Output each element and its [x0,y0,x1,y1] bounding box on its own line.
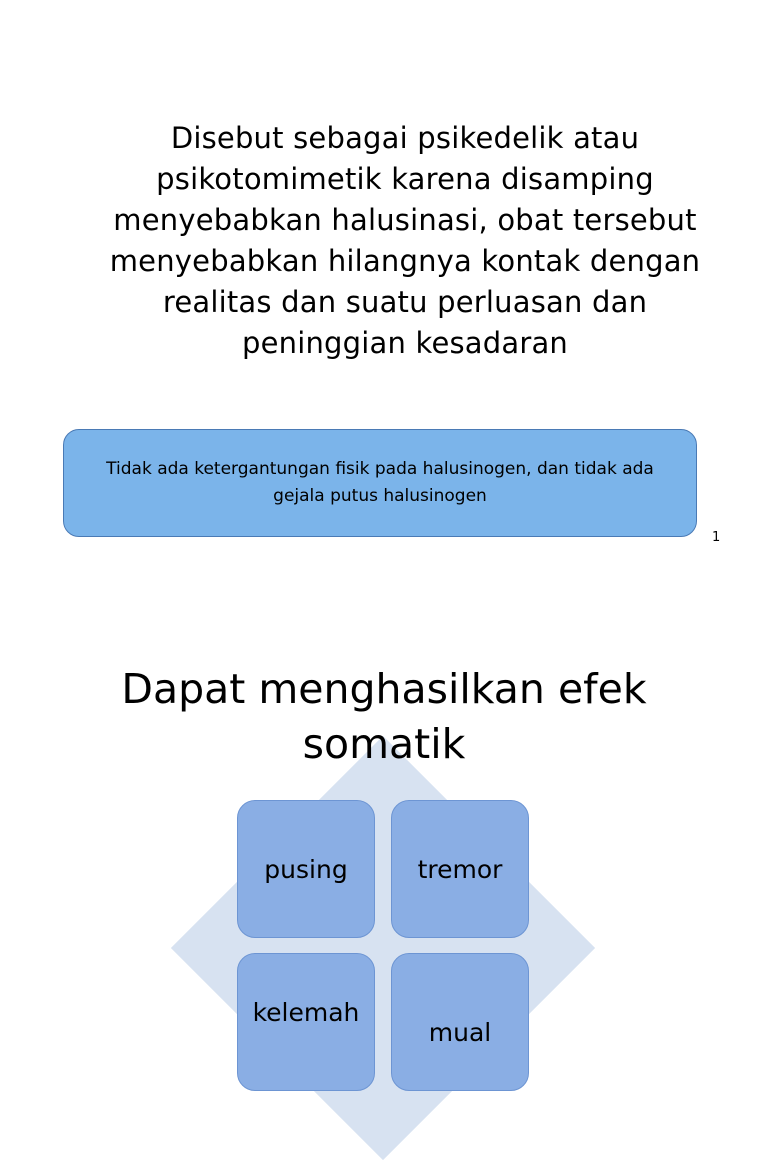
effect-label: tremor [417,854,503,884]
slide-2-title: Dapat menghasilkan efek somatik [121,665,647,768]
slide-1 [0,0,768,560]
effect-box-kelemah [237,953,375,1091]
effect-box-pusing [237,800,375,938]
effect-label: mual [428,1017,492,1047]
page-number: 1 [712,530,721,545]
slide-2 [0,580,768,1047]
effect-box-tremor [391,800,529,938]
callout-text: Tidak ada ketergantungan fisik pada halusinogen, dan tidak ada gejala putus halusinogen [106,459,654,506]
effect-box-mual [391,953,529,1091]
slide-1-main-text: Disebut sebagai psikedelik atau psikotomimetik karena disamping menyebabkan halusinasi, obat tersebut menyebabkan hilangnya kontak dengan realitas dan suatu perluasan dan peninggian kesadaran [109,121,701,360]
callout-box [63,429,697,537]
effect-label: pusing [264,854,348,884]
effect-label: kelemah [252,997,360,1027]
background-diamond [171,736,595,1160]
